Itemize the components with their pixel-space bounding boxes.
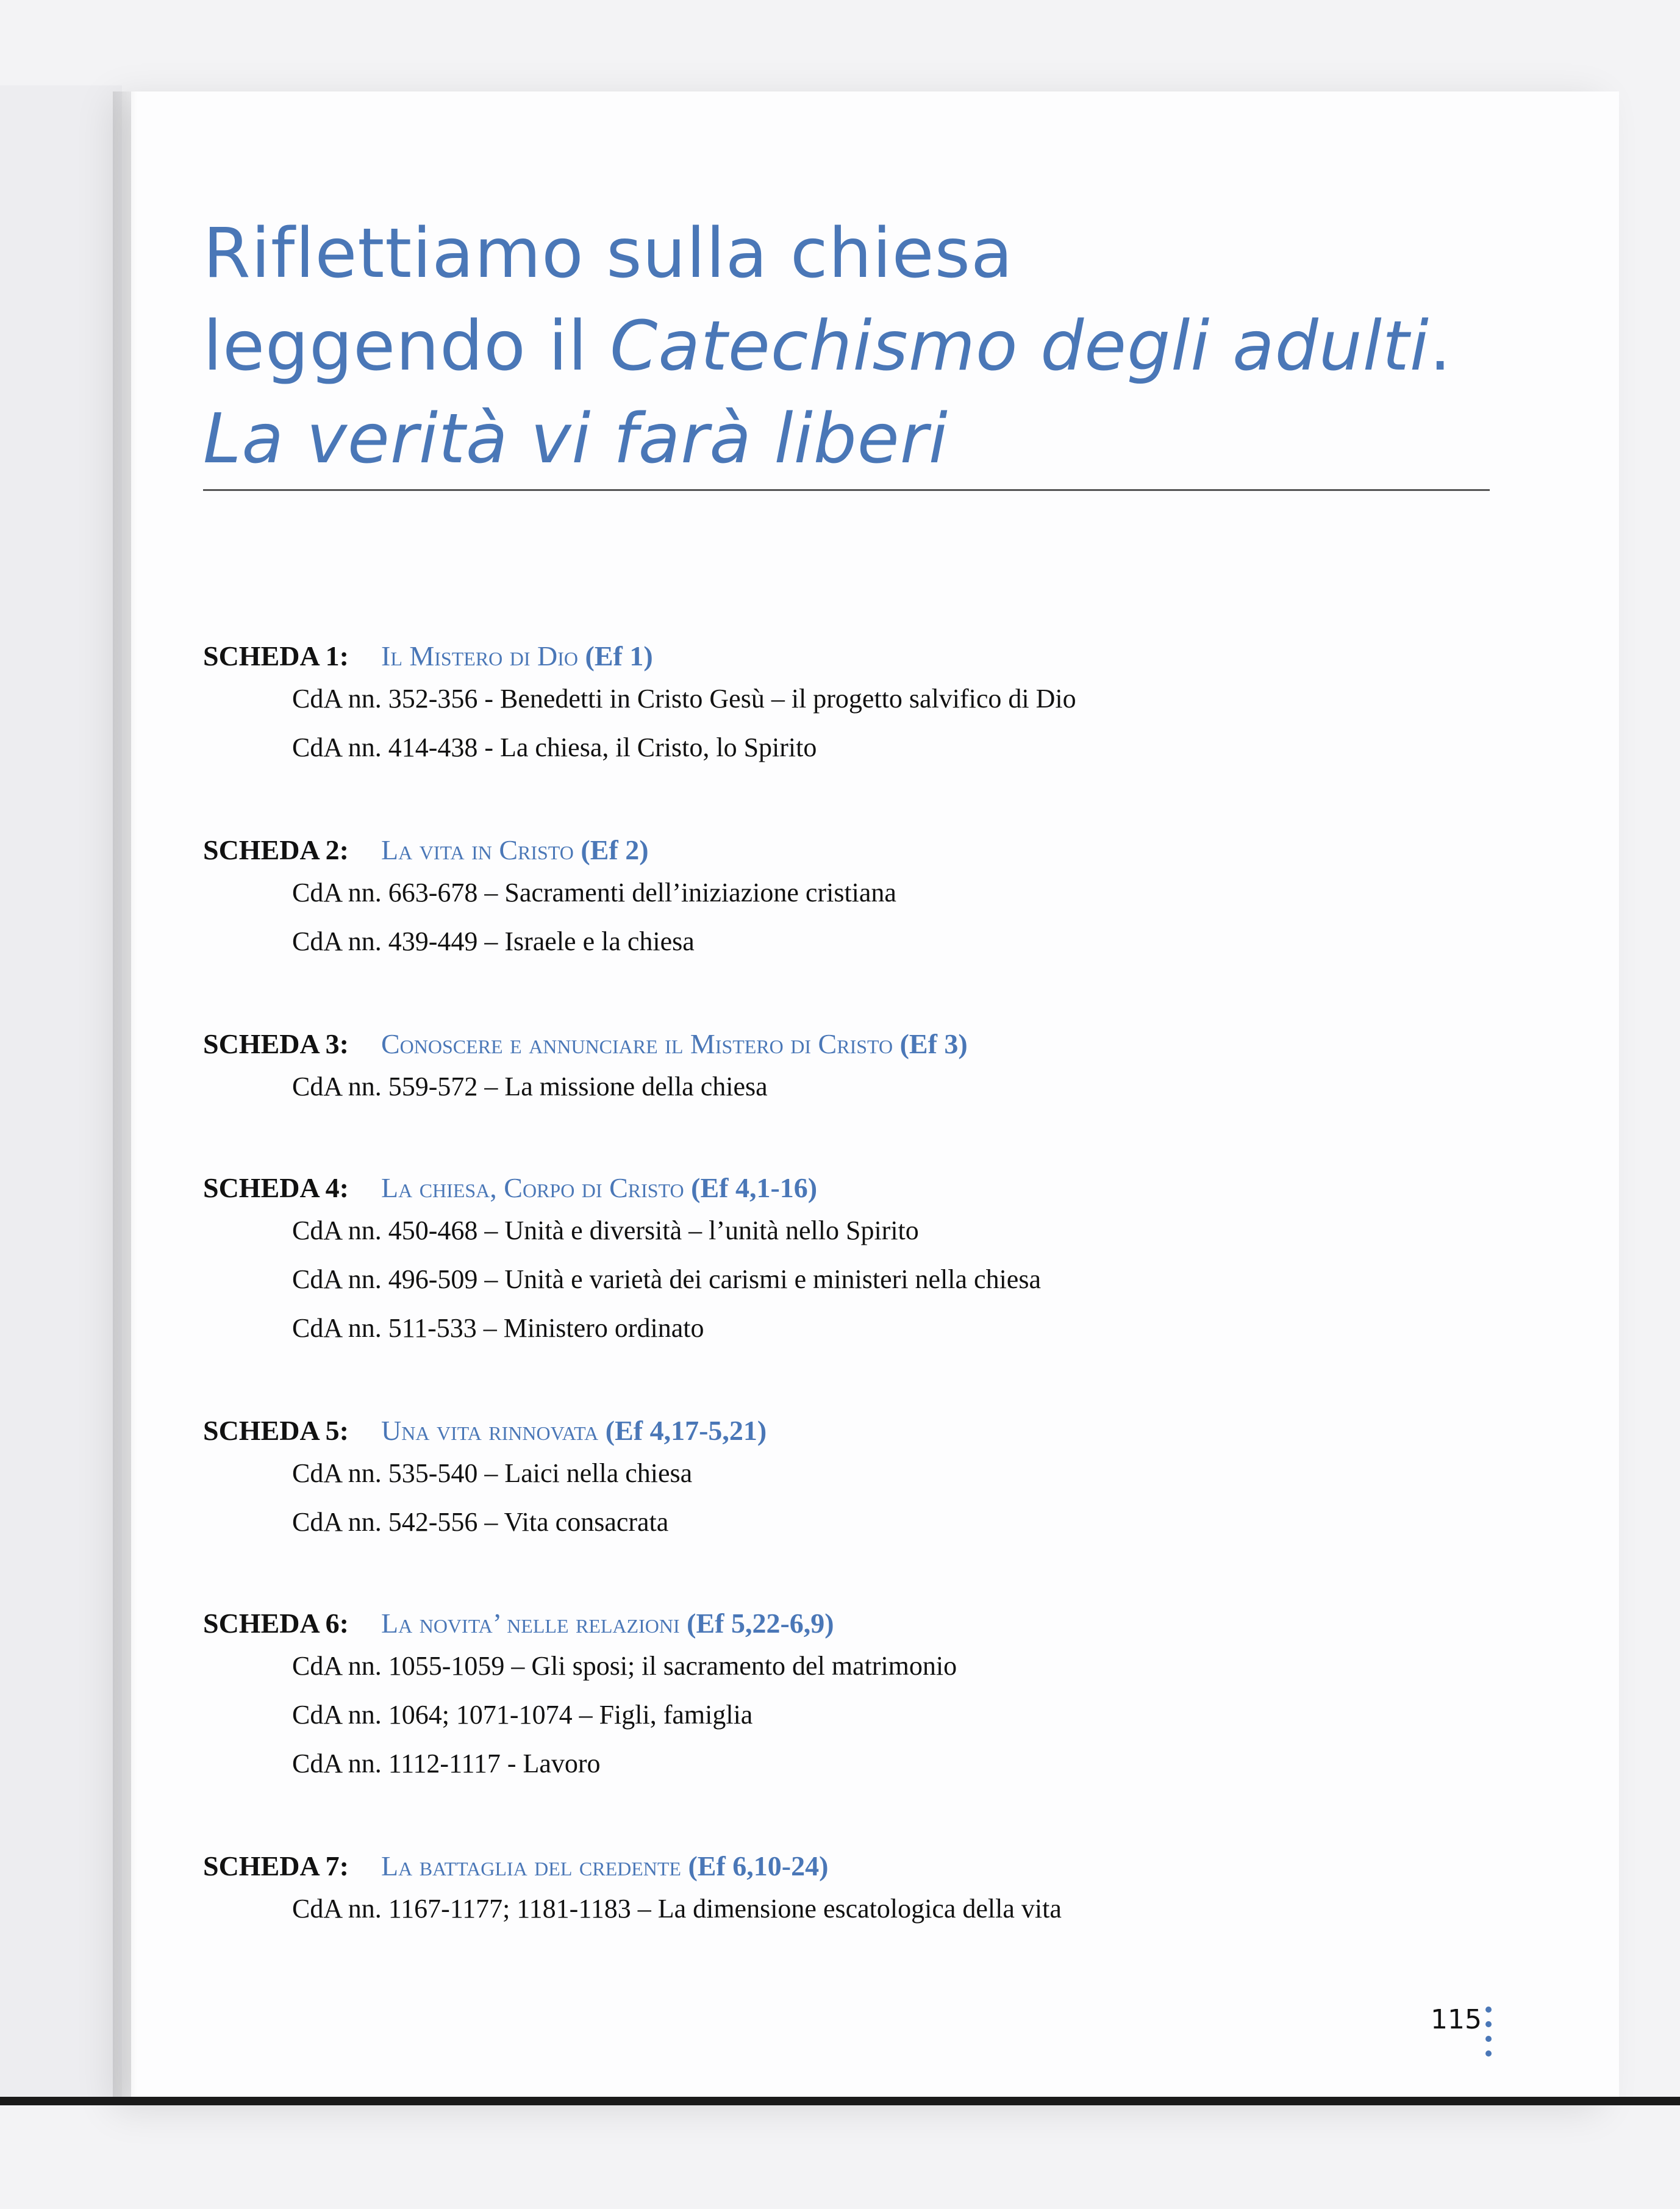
dot bbox=[1485, 2007, 1492, 2013]
scheda-reference: (Ef 6,10-24) bbox=[688, 1850, 829, 1881]
scheda-7 bbox=[203, 1848, 1062, 1933]
scheda-header bbox=[203, 1026, 968, 1062]
title-line-2-suffix: . bbox=[1429, 307, 1452, 386]
scheda-reference: (Ef 3) bbox=[899, 1028, 968, 1059]
scheda-1 bbox=[203, 638, 1076, 772]
scheda-line: CdA nn. 1055-1059 – Gli sposi; il sacramento del matrimonio bbox=[292, 1651, 957, 1681]
dot bbox=[1485, 2050, 1492, 2057]
scheda-header bbox=[203, 1170, 1041, 1206]
scheda-header bbox=[203, 1412, 767, 1449]
scheda-line: CdA nn. 1112-1117 - Lavoro bbox=[292, 1749, 601, 1778]
scheda-title: La chiesa, Corpo di Cristo bbox=[381, 1172, 684, 1203]
title-line-3: La verità vi farà liberi bbox=[203, 399, 948, 479]
scheda-reference: (Ef 4,17-5,21) bbox=[605, 1415, 767, 1446]
scheda-title: La novita’ nelle relazioni bbox=[381, 1608, 680, 1639]
scheda-reference: (Ef 2) bbox=[581, 834, 649, 865]
scheda-line: CdA nn. 496-509 – Unità e varietà dei carismi e ministeri nella chiesa bbox=[292, 1264, 1041, 1294]
scheda-2 bbox=[203, 832, 896, 966]
scheda-header bbox=[203, 638, 1076, 675]
scheda-reference: (Ef 5,22-6,9) bbox=[687, 1608, 834, 1639]
page-title bbox=[203, 207, 1484, 485]
scheda-line: CdA nn. 1064; 1071-1074 – Figli, famiglia bbox=[292, 1700, 753, 1730]
scheda-label: SCHEDA 6: bbox=[203, 1608, 349, 1639]
scheda-reference: (Ef 4,1-16) bbox=[691, 1172, 818, 1203]
page-number: 115 bbox=[1431, 2004, 1482, 2035]
facing-page-edge bbox=[0, 85, 122, 2098]
dot bbox=[1485, 2021, 1492, 2027]
scheda-header bbox=[203, 832, 896, 868]
scheda-line: CdA nn. 542-556 – Vita consacrata bbox=[292, 1507, 669, 1537]
scheda-line: CdA nn. 535-540 – Laici nella chiesa bbox=[292, 1458, 693, 1488]
scheda-line: CdA nn. 450-468 – Unità e diversità – l’unità nello Spirito bbox=[292, 1215, 919, 1245]
scheda-line: CdA nn. 439-449 – Israele e la chiesa bbox=[292, 926, 695, 956]
scheda-line: CdA nn. 1167-1177; 1181-1183 – La dimensione escatologica della vita bbox=[292, 1894, 1062, 1924]
scheda-line: CdA nn. 559-572 – La missione della chiesa bbox=[292, 1072, 768, 1101]
scheda-title: Il Mistero di Dio bbox=[381, 640, 579, 671]
title-line-1: Riflettiamo sulla chiesa bbox=[203, 214, 1013, 293]
scheda-label: SCHEDA 7: bbox=[203, 1850, 349, 1881]
title-line-2 bbox=[203, 300, 1484, 393]
scheda-label: SCHEDA 2: bbox=[203, 834, 349, 865]
scheda-3 bbox=[203, 1026, 968, 1111]
scheda-label: SCHEDA 1: bbox=[203, 640, 349, 671]
title-line-2-italic: Catechismo degli adulti bbox=[610, 307, 1429, 386]
title-divider bbox=[203, 489, 1490, 491]
spine-shadow bbox=[113, 91, 137, 2104]
scheda-6 bbox=[203, 1605, 957, 1788]
scheda-title: La battaglia del credente bbox=[381, 1850, 681, 1881]
scheda-header bbox=[203, 1605, 957, 1642]
page-dots-decoration bbox=[1485, 2007, 1493, 2065]
scheda-5 bbox=[203, 1412, 767, 1547]
scheda-label: SCHEDA 5: bbox=[203, 1415, 349, 1446]
scheda-title: Una vita rinnovata bbox=[381, 1415, 599, 1446]
scheda-line: CdA nn. 352-356 - Benedetti in Cristo Gesù – il progetto salvifico di Dio bbox=[292, 684, 1076, 714]
scheda-label: SCHEDA 4: bbox=[203, 1172, 349, 1203]
scheda-header bbox=[203, 1848, 1062, 1885]
scheda-line: CdA nn. 663-678 – Sacramenti dell’iniziazione cristiana bbox=[292, 878, 896, 908]
bottom-edge bbox=[0, 2097, 1680, 2105]
scheda-title: La vita in Cristo bbox=[381, 834, 574, 865]
scheda-4 bbox=[203, 1170, 1041, 1353]
scheda-title: Conoscere e annunciare il Mistero di Cristo bbox=[381, 1028, 893, 1059]
scheda-line: CdA nn. 511-533 – Ministero ordinato bbox=[292, 1313, 704, 1343]
title-line-2-prefix: leggendo il bbox=[203, 307, 610, 386]
scheda-line: CdA nn. 414-438 - La chiesa, il Cristo, lo Spirito bbox=[292, 732, 817, 762]
scheda-label: SCHEDA 3: bbox=[203, 1028, 349, 1059]
dot bbox=[1485, 2036, 1492, 2042]
scheda-reference: (Ef 1) bbox=[585, 640, 653, 671]
